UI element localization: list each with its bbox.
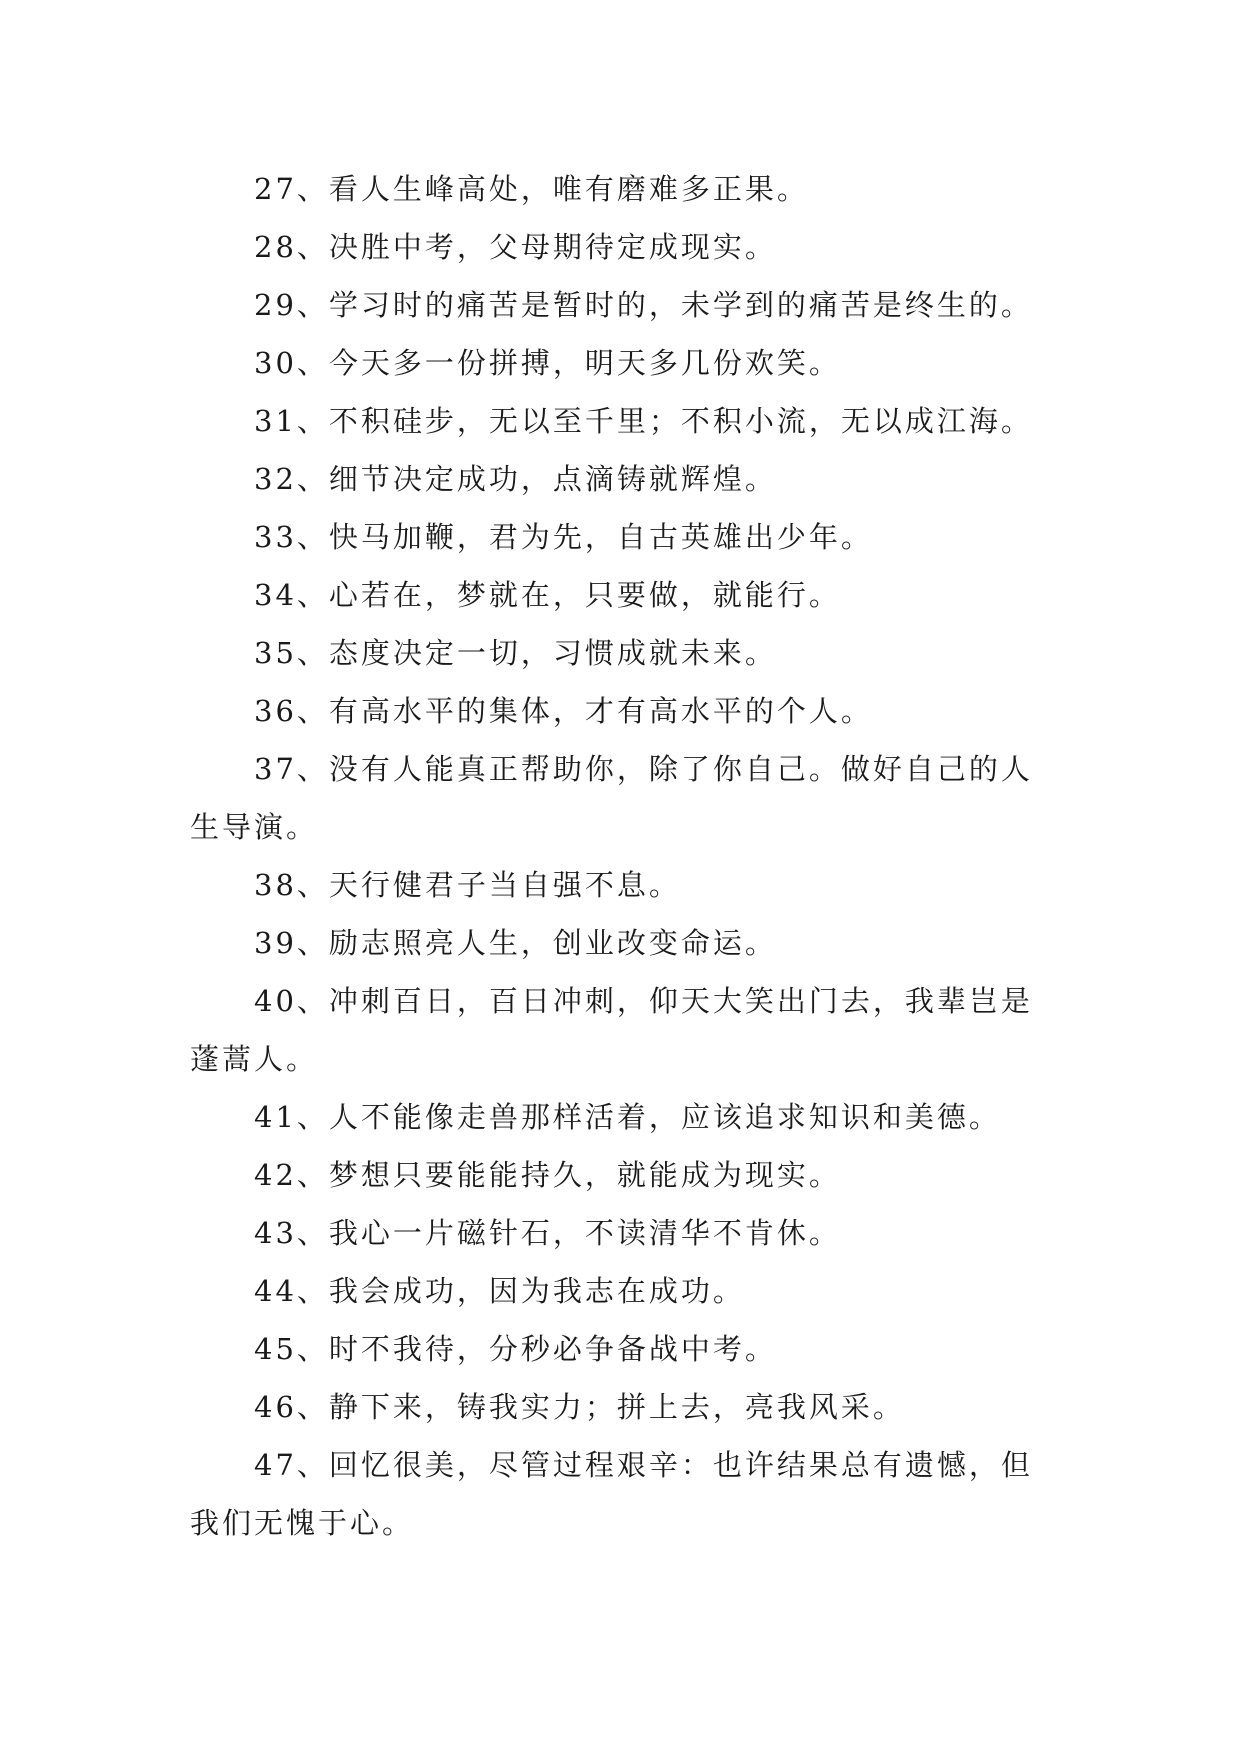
paragraph-30: 30、今天多一份拼搏，明天多几份欢笑。 bbox=[254, 346, 841, 380]
paragraph-44: 44、我会成功，因为我志在成功。 bbox=[254, 1274, 745, 1308]
paragraph-27: 27、看人生峰高处，唯有磨难多正果。 bbox=[254, 172, 809, 206]
paragraph-41: 41、人不能像走兽那样活着，应该追求知识和美德。 bbox=[254, 1100, 1001, 1134]
paragraph-28: 28、决胜中考，父母期待定成现实。 bbox=[254, 230, 777, 264]
paragraph-37: 37、没有人能真正帮助你，除了你自己。做好自己的人生导演。 bbox=[190, 752, 1033, 844]
paragraph-35: 35、态度决定一切，习惯成就未来。 bbox=[254, 636, 777, 670]
paragraph-38: 38、天行健君子当自强不息。 bbox=[254, 868, 681, 902]
paragraph-31: 31、不积硅步，无以至千里；不积小流，无以成江海。 bbox=[254, 404, 1033, 438]
document-body bbox=[190, 160, 1050, 1552]
paragraph-43: 43、我心一片磁针石，不读清华不肯休。 bbox=[254, 1216, 841, 1250]
paragraph-39: 39、励志照亮人生，创业改变命运。 bbox=[254, 926, 777, 960]
paragraph-40: 40、冲刺百日，百日冲刺，仰天大笑出门去，我辈岂是蓬蒿人。 bbox=[190, 984, 1033, 1076]
paragraph-47: 47、回忆很美，尽管过程艰辛：也许结果总有遗憾，但我们无愧于心。 bbox=[190, 1448, 1033, 1540]
paragraph-32: 32、细节决定成功，点滴铸就辉煌。 bbox=[254, 462, 777, 496]
paragraph-33: 33、快马加鞭，君为先，自古英雄出少年。 bbox=[254, 520, 873, 554]
paragraph-36: 36、有高水平的集体，才有高水平的个人。 bbox=[254, 694, 873, 728]
paragraph-29: 29、学习时的痛苦是暂时的，未学到的痛苦是终生的。 bbox=[254, 288, 1033, 322]
paragraph-42: 42、梦想只要能能持久，就能成为现实。 bbox=[254, 1158, 841, 1192]
paragraph-34: 34、心若在，梦就在，只要做，就能行。 bbox=[254, 578, 841, 612]
paragraph-46: 46、静下来，铸我实力；拼上去，亮我风采。 bbox=[254, 1390, 905, 1424]
paragraph-45: 45、时不我待，分秒必争备战中考。 bbox=[254, 1332, 777, 1366]
